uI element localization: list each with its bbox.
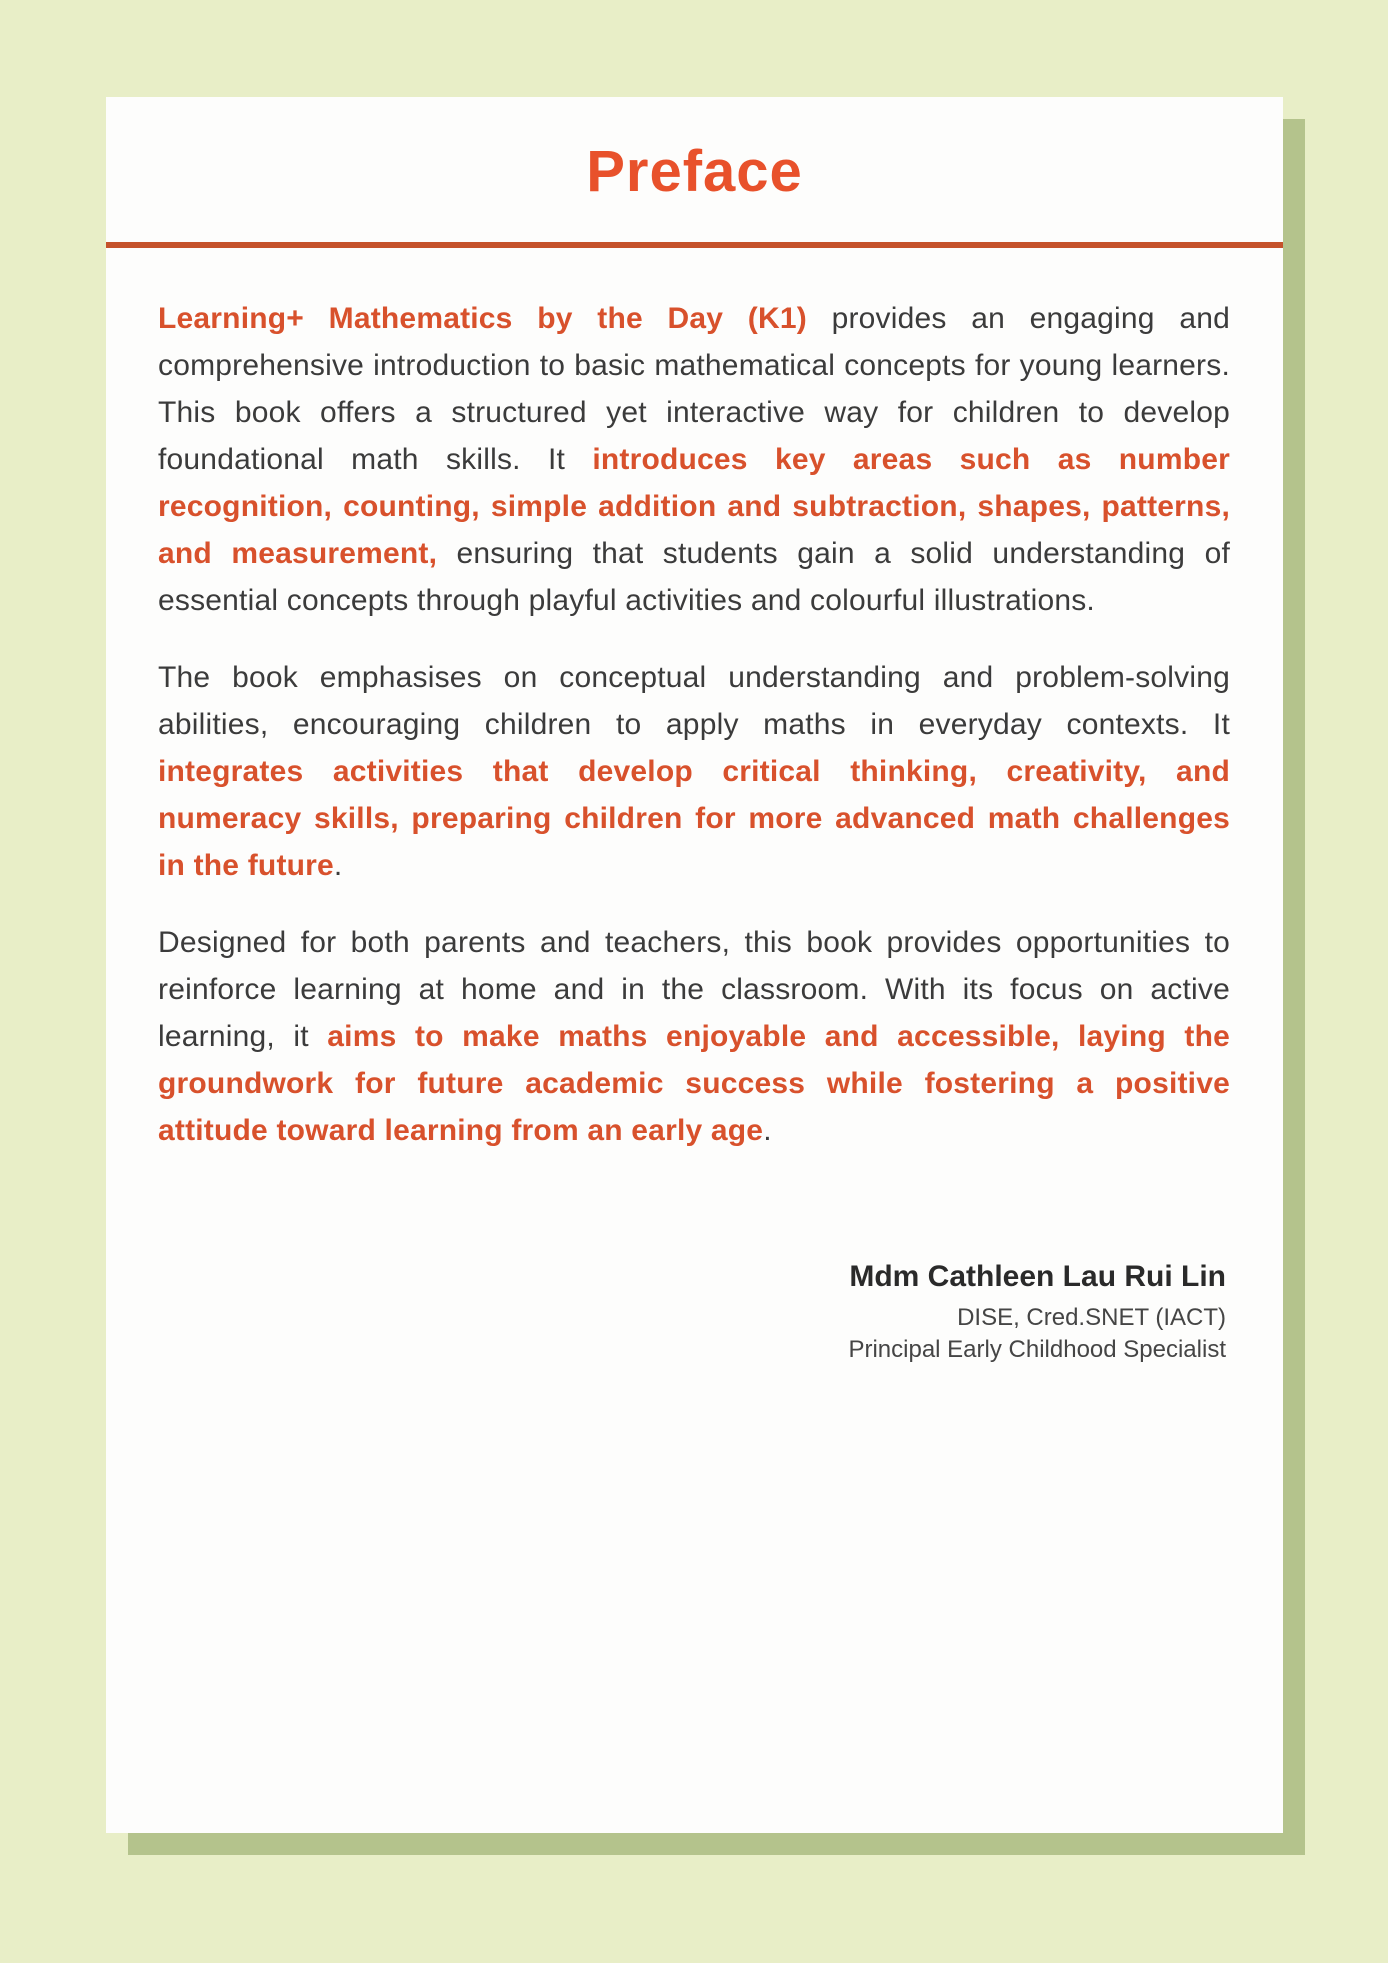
accent-text-run: aims to make maths enjoyable and accessible, laying the groundwork for future academic success while fostering a positive attitude toward learning from an early age: [158, 1020, 1230, 1147]
paragraphs-container: [158, 295, 1230, 1154]
author-role: Principal Early Childhood Specialist: [848, 1336, 1226, 1363]
accent-text-run: integrates activities that develop critical thinking, creativity, and numeracy skills, preparing children for more advanced math challenges in the future: [158, 755, 1230, 882]
text-run: ensuring that students gain a solid understanding of essential concepts through playful activities and colourful illustrations.: [158, 537, 1230, 617]
text-run: provides an engaging and comprehensive introduction to basic mathematical concepts for young learners. This book offers a structured yet interactive way for children to develop foundational math skills. It: [158, 302, 1230, 476]
text-run: .: [763, 1114, 772, 1147]
preface-page-card: [106, 97, 1283, 1833]
accent-text-run: introduces key areas such as number recognition, counting, simple addition and subtraction, shapes, patterns, and measurement,: [158, 443, 1230, 570]
preface-paragraph: [158, 295, 1230, 624]
preface-paragraph: [158, 919, 1230, 1154]
page-title: Preface: [586, 139, 803, 204]
text-run: Designed for both parents and teachers, this book provides opportunities to reinforce learning at home and in the classroom. With its focus on active learning, it: [158, 926, 1230, 1053]
author-name: Mdm Cathleen Lau Rui Lin: [849, 1260, 1226, 1293]
preface-content: [158, 295, 1230, 1366]
preface-paragraph: [158, 654, 1230, 889]
text-run: The book emphasises on conceptual understanding and problem-solving abilities, encouraging children to apply maths in everyday contexts. It: [158, 661, 1230, 741]
title-divider-rule: [106, 242, 1283, 248]
signature-block: [158, 1258, 1230, 1366]
text-run: .: [333, 849, 343, 882]
author-credentials: DISE, Cred.SNET (IACT): [957, 1304, 1226, 1331]
accent-text-run: Learning+ Mathematics by the Day (K1): [158, 302, 807, 335]
